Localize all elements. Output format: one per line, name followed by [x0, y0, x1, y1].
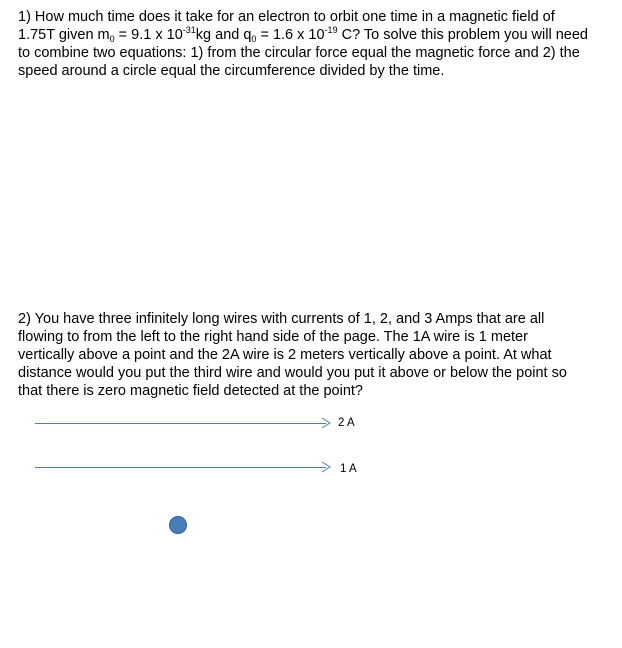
wire-1a-label: 1 A — [340, 463, 357, 475]
question-1-text: 1) How much time does it take for an electron to orbit one time in a magnetic field of 1.75T given $m_0 = 9.1$ x $10^{-31}kg$ and $q_0 = 1.6$ x $10^{-19}$ C? To solve this problem you will need to combine two equations: 1) from the circular force equal the magnetic force and 2) the speed around a circle equal the circumference divided by the time. — [18, 9, 588, 79]
arrow-right-icon — [320, 461, 332, 473]
reference-point — [169, 516, 187, 534]
exponent: -31 — [182, 25, 196, 35]
wire-2a-label: 2 A — [338, 417, 355, 429]
wire-2a-line — [35, 423, 326, 424]
arrow-right-icon — [320, 417, 332, 429]
wire-1a-line — [35, 467, 326, 468]
subscript-zero: 0 — [109, 34, 115, 44]
exponent: -19 — [324, 25, 338, 35]
question-2-text: 2) You have three infinitely long wires with currents of 1, 2, and 3 Amps that are all flowing to from the left to the right hand side of the page. The 1A wire is 1 meter vertically above a point and the 2A wire is 2 meters vertically above a point. At what distance would you put the third wire and would you put it above or below the point so that there is zero magnetic field detected at the point? — [18, 311, 567, 399]
subscript-zero: 0 — [251, 34, 257, 44]
